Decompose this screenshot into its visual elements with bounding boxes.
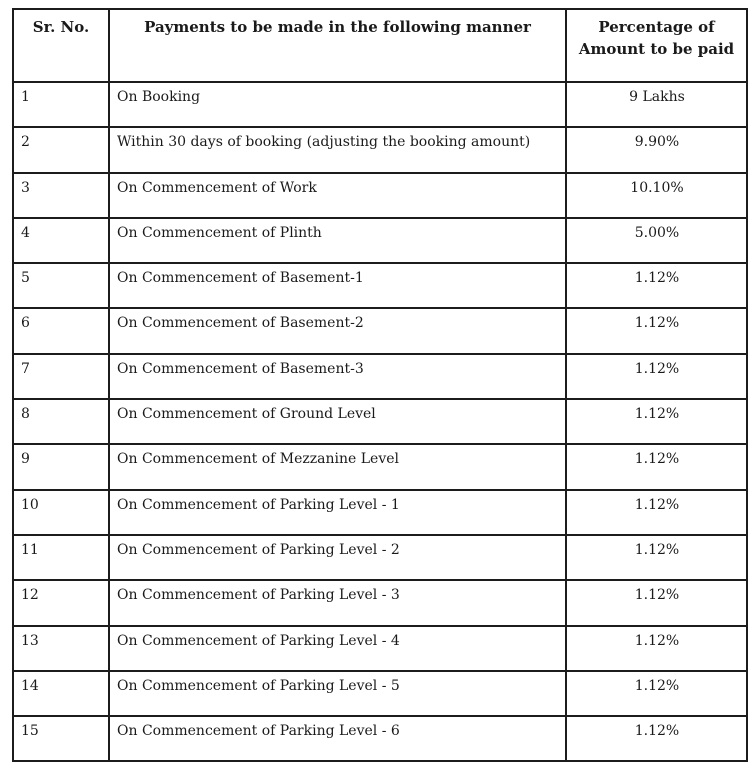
payment-schedule-table — [12, 8, 748, 762]
cell-amount-percentage: 1.12% — [566, 308, 747, 353]
cell-sr-no: 13 — [13, 626, 109, 671]
cell-payment-description: On Commencement of Parking Level - 2 — [109, 535, 566, 580]
cell-amount-percentage: 1.12% — [566, 354, 747, 399]
table-header-row — [13, 9, 747, 82]
cell-amount-percentage: 1.12% — [566, 399, 747, 444]
cell-sr-no: 10 — [13, 490, 109, 535]
header-payment-manner: Payments to be made in the following manner — [109, 9, 566, 82]
cell-payment-description: Within 30 days of booking (adjusting the booking amount) — [109, 127, 566, 172]
cell-payment-description: On Commencement of Parking Level - 6 — [109, 716, 566, 761]
table-row — [13, 716, 747, 761]
cell-payment-description: On Commencement of Basement-2 — [109, 308, 566, 353]
cell-payment-description: On Commencement of Parking Level - 3 — [109, 580, 566, 625]
cell-amount-percentage: 1.12% — [566, 490, 747, 535]
cell-sr-no: 12 — [13, 580, 109, 625]
cell-sr-no: 11 — [13, 535, 109, 580]
cell-payment-description: On Commencement of Parking Level - 4 — [109, 626, 566, 671]
table-row — [13, 535, 747, 580]
table-row — [13, 671, 747, 716]
table-row — [13, 308, 747, 353]
table-row — [13, 354, 747, 399]
header-percentage-line2: Amount to be paid — [578, 40, 735, 58]
cell-sr-no: 5 — [13, 263, 109, 308]
header-percentage-line1: Percentage of — [598, 18, 715, 36]
cell-payment-description: On Commencement of Basement-1 — [109, 263, 566, 308]
cell-sr-no: 9 — [13, 444, 109, 489]
cell-amount-percentage: 1.12% — [566, 716, 747, 761]
cell-sr-no: 15 — [13, 716, 109, 761]
cell-payment-description: On Commencement of Parking Level - 1 — [109, 490, 566, 535]
cell-payment-description: On Commencement of Parking Level - 5 — [109, 671, 566, 716]
table-row — [13, 580, 747, 625]
cell-amount-percentage: 1.12% — [566, 580, 747, 625]
cell-amount-percentage: 1.12% — [566, 626, 747, 671]
cell-sr-no: 14 — [13, 671, 109, 716]
cell-amount-percentage: 1.12% — [566, 263, 747, 308]
cell-payment-description: On Commencement of Basement-3 — [109, 354, 566, 399]
table-row — [13, 399, 747, 444]
table-row — [13, 82, 747, 127]
cell-sr-no: 7 — [13, 354, 109, 399]
table-row — [13, 173, 747, 218]
cell-payment-description: On Commencement of Plinth — [109, 218, 566, 263]
cell-amount-percentage: 10.10% — [566, 173, 747, 218]
table-row — [13, 490, 747, 535]
table-row — [13, 263, 747, 308]
cell-payment-description: On Commencement of Ground Level — [109, 399, 566, 444]
table-body — [13, 82, 747, 761]
cell-sr-no: 2 — [13, 127, 109, 172]
table-row — [13, 218, 747, 263]
cell-payment-description: On Booking — [109, 82, 566, 127]
table-row — [13, 626, 747, 671]
cell-sr-no: 3 — [13, 173, 109, 218]
cell-amount-percentage: 1.12% — [566, 444, 747, 489]
cell-sr-no: 4 — [13, 218, 109, 263]
cell-payment-description: On Commencement of Work — [109, 173, 566, 218]
cell-amount-percentage: 1.12% — [566, 535, 747, 580]
cell-amount-percentage: 5.00% — [566, 218, 747, 263]
header-sr-no: Sr. No. — [13, 9, 109, 82]
cell-amount-percentage: 1.12% — [566, 671, 747, 716]
table-row — [13, 444, 747, 489]
cell-payment-description: On Commencement of Mezzanine Level — [109, 444, 566, 489]
cell-sr-no: 1 — [13, 82, 109, 127]
cell-sr-no: 8 — [13, 399, 109, 444]
cell-amount-percentage: 9 Lakhs — [566, 82, 747, 127]
table-row — [13, 127, 747, 172]
cell-sr-no: 6 — [13, 308, 109, 353]
header-percentage — [566, 9, 747, 82]
cell-amount-percentage: 9.90% — [566, 127, 747, 172]
